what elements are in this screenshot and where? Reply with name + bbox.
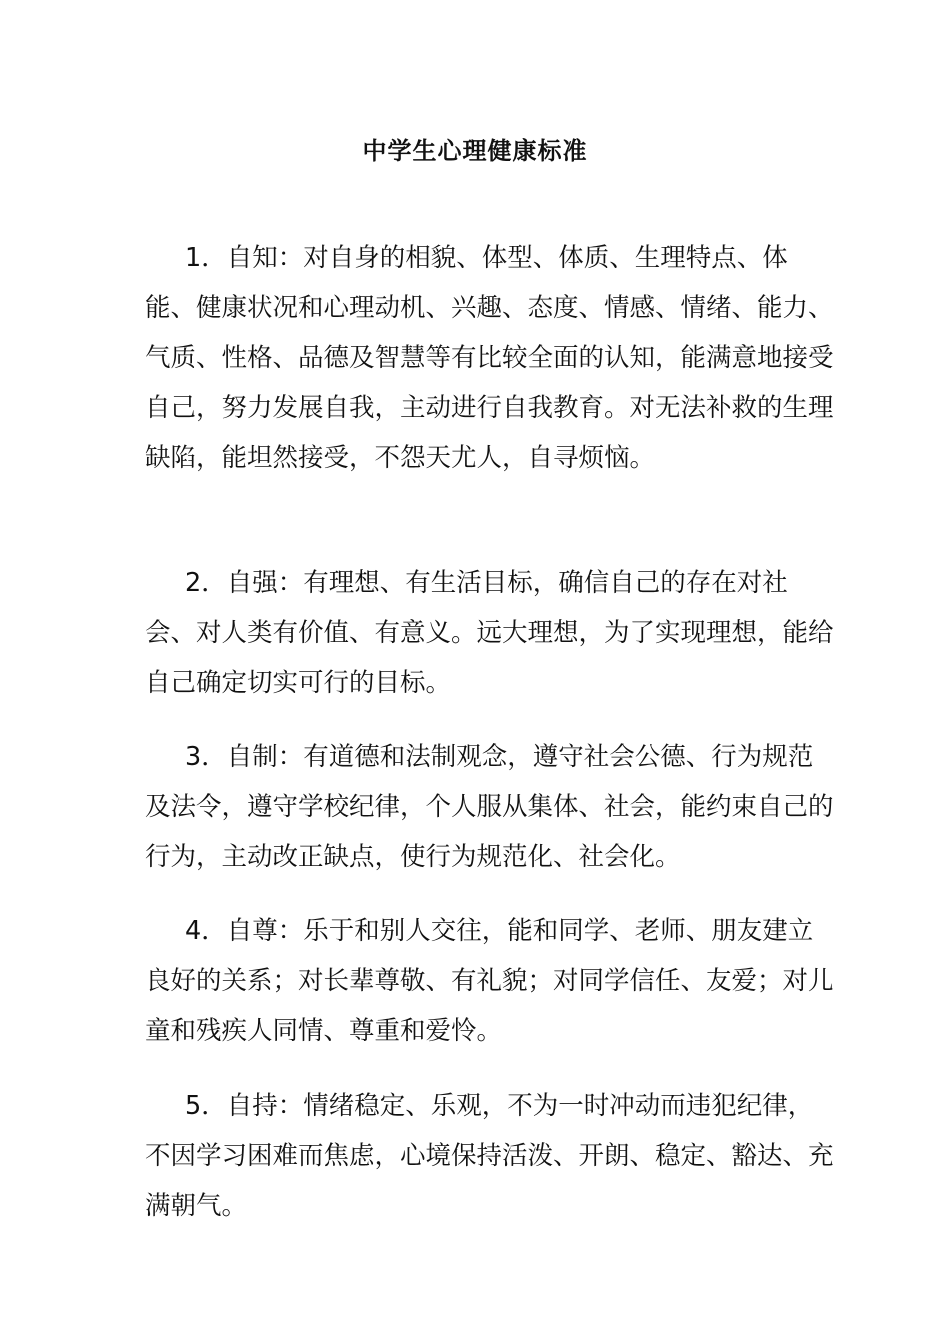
paragraph-self-respect: 4．自尊：乐于和别人交往，能和同学、老师、朋友建立良好的关系；对长辈尊敬、有礼貌；对同学信任、友爱；对儿童和残疾人同情、尊重和爱怜。 <box>145 915 834 1046</box>
document-title: 中学生心理健康标准 <box>362 137 588 165</box>
paragraph-self-control: 3．自制：有道德和法制观念，遵守社会公德、行为规范及法令，遵守学校纪律，个人服从集体、社会，能约束自己的行为，主动改正缺点，使行为规范化、社会化。 <box>145 741 834 872</box>
paragraph-self-composure: 5．自持：情绪稳定、乐观，不为一时冲动而违犯纪律，不因学习困难而焦虑，心境保持活泼、开朗、稳定、豁达、充满朝气。 <box>145 1090 834 1221</box>
paragraph-self-strengthening: 2．自强：有理想、有生活目标，确信自己的存在对社会、对人类有价值、有意义。远大理想，为了实现理想，能给自己确定切实可行的目标。 <box>145 567 834 698</box>
paragraph-self-knowledge: 1．自知：对自身的相貌、体型、体质、生理特点、体能、健康状况和心理动机、兴趣、态度、情感、情绪、能力、气质、性格、品德及智慧等有比较全面的认知，能满意地接受自己，努力发展自我，主动进行自我教育。对无法补救的生理缺陷，能坦然接受，不怨天尤人，自寻烦恼。 <box>145 242 834 473</box>
